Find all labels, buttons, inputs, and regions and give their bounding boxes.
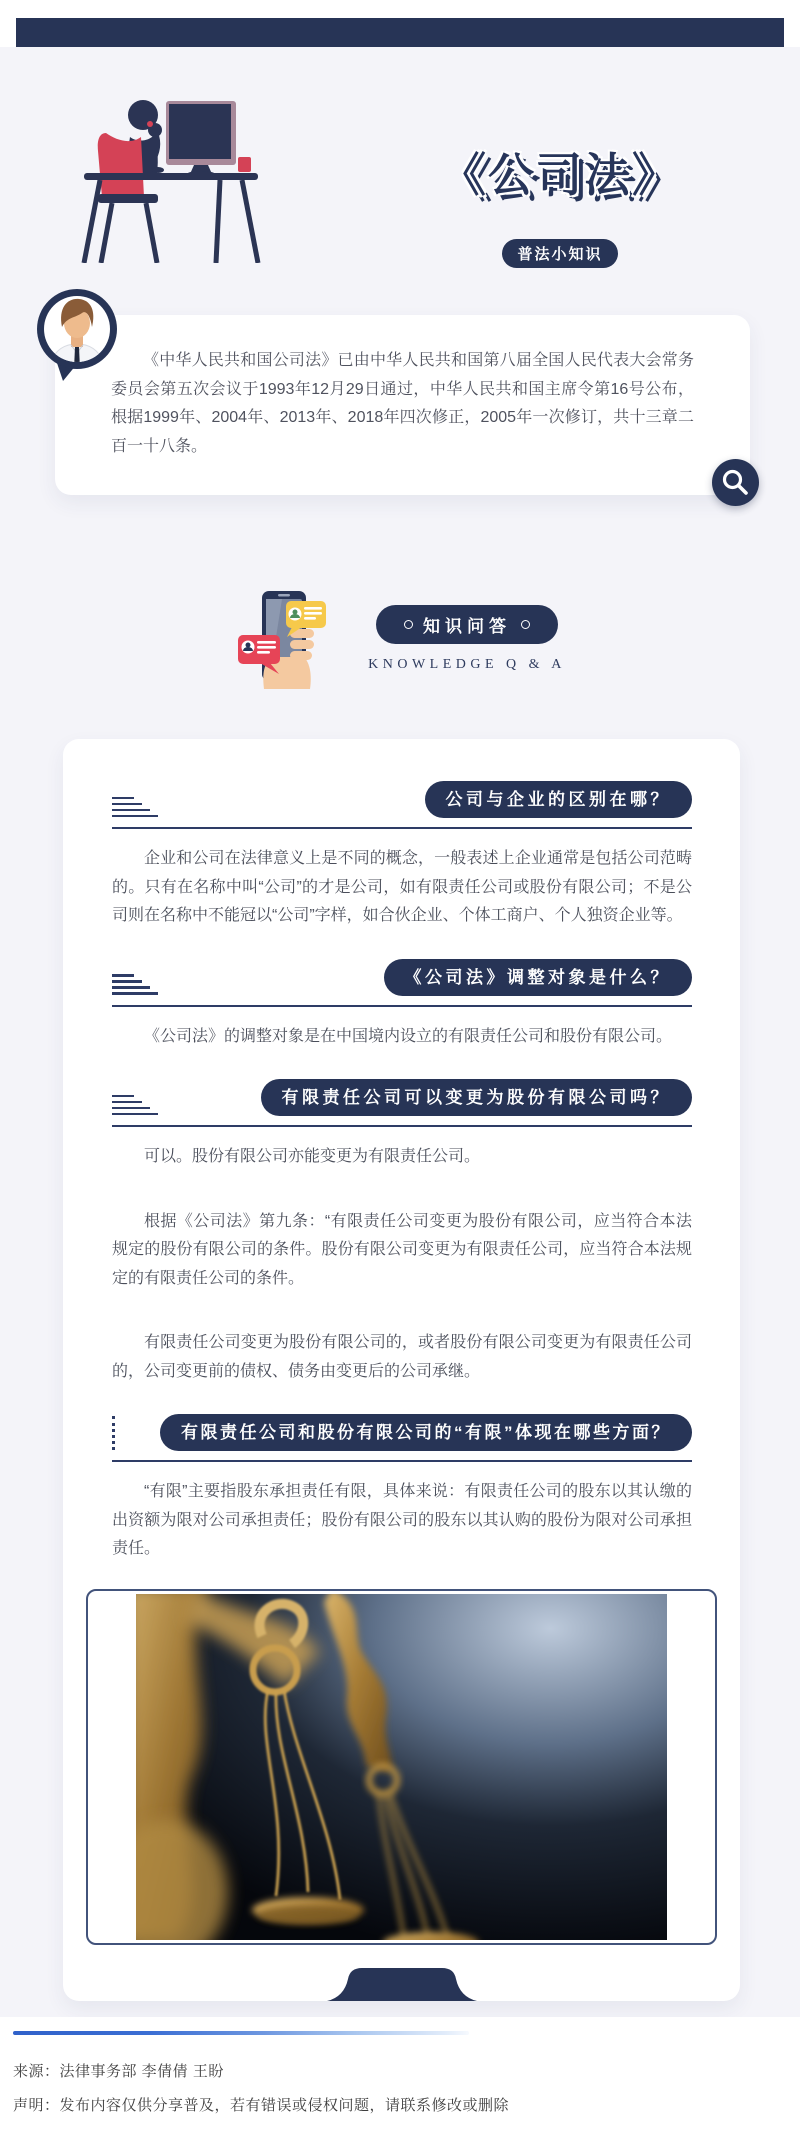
card-stand-shape xyxy=(327,1965,477,2001)
person-at-desk-illustration xyxy=(70,75,270,263)
top-navy-bar xyxy=(16,18,784,47)
question-pill: 有限责任公司可以变更为股份有限公司吗？ xyxy=(261,1079,693,1116)
intro-card xyxy=(55,315,750,495)
section-header xyxy=(112,1414,692,1462)
answer-paragraph: “有限”主要指股东承担责任有限，具体来说：有限责任公司的股东以其认缴的出资额为限对公司承担责任；股份有限公司的股东以其认购的股份为限对公司承担责任。 xyxy=(112,1483,692,1557)
answer-paragraph: 有限责任公司变更为股份有限公司的，或者股份有限公司变更为有限责任公司的，公司变更前的债权、债务由变更后的公司承继。 xyxy=(112,1334,692,1380)
qa-subtitle: KNOWLEDGE Q & A xyxy=(368,657,566,672)
intro-card-wrap xyxy=(55,315,750,495)
search-button[interactable] xyxy=(712,459,759,506)
scales-of-justice-photo xyxy=(136,1594,667,1940)
search-icon xyxy=(719,466,753,500)
qa-title: 知识问答 xyxy=(422,617,511,636)
section-header xyxy=(112,1079,692,1127)
stacked-lines-icon xyxy=(112,1095,158,1116)
speaker-avatar xyxy=(35,287,119,383)
qa-title-pill xyxy=(376,605,558,644)
ring-icon xyxy=(404,620,413,629)
qa-section-1 xyxy=(112,781,692,931)
answer-paragraph: 《公司法》的调整对象是在中国境内设立的有限责任公司和股份有限公司。 xyxy=(144,1027,673,1045)
hero-section xyxy=(0,47,800,315)
stacked-lines-icon xyxy=(112,974,158,995)
intro-text: 《中华人民共和国公司法》已由中华人民共和国第八届全国人民代表大会常务委员会第五次会议于1993年12月29日通过，中华人民共和国主席令第16号公布，根据1999年、2004年、2013年、2018年四次修正，2005年一次修订，共十三章二百一十八条。 xyxy=(111,352,694,455)
answer-paragraph: 根据《公司法》第九条：“有限责任公司变更为股份有限公司，应当符合本法规定的股份有限公司的条件。股份有限公司变更为有限责任公司，应当符合本法规定的有限责任公司的条件。 xyxy=(112,1212,692,1287)
section-header xyxy=(112,781,692,829)
qa-section-4 xyxy=(112,1414,692,1564)
page-title: 《公司法》 xyxy=(440,149,680,201)
main-area xyxy=(0,47,800,2017)
qa-heading xyxy=(0,585,800,693)
photo-frame xyxy=(86,1589,717,1945)
question-pill: 公司与企业的区别在哪？ xyxy=(425,781,693,818)
ring-icon xyxy=(521,620,530,629)
section-header xyxy=(112,959,692,1007)
source-line: 来源：法律事务部 李倩倩 王盼 xyxy=(13,2062,224,2080)
answer-paragraph: 可以。股份有限公司亦能变更为有限责任公司。 xyxy=(144,1148,481,1165)
question-pill: 《公司法》调整对象是什么？ xyxy=(384,959,693,996)
qa-section-3 xyxy=(112,1079,692,1386)
subtitle-badge: 普法小知识 xyxy=(502,239,617,268)
stacked-lines-icon xyxy=(112,797,158,818)
qa-card xyxy=(63,739,740,2001)
question-pill: 有限责任公司和股份有限公司的“有限”体现在哪些方面？ xyxy=(160,1414,692,1451)
footer xyxy=(0,2017,800,2141)
qa-section-2 xyxy=(112,959,692,1052)
phone-chat-illustration xyxy=(234,585,330,693)
answer-paragraph: 企业和公司在法律意义上是不同的概念，一般表述上企业通常是包括公司范畴的。只有在名称中叫“公司”的才是公司，如有限责任公司或股份有限公司；不是公司则在名称中不能冠以“公司”字样，如合伙企业、个体工商户、个人独资企业等。 xyxy=(112,850,692,924)
statement-line: 声明：发布内容仅供分享普及，若有错误或侵权问题，请联系修改或删除 xyxy=(13,2096,510,2114)
footer-divider xyxy=(13,2031,469,2035)
vertical-dots-icon xyxy=(112,1416,115,1450)
top-strip xyxy=(0,0,800,47)
